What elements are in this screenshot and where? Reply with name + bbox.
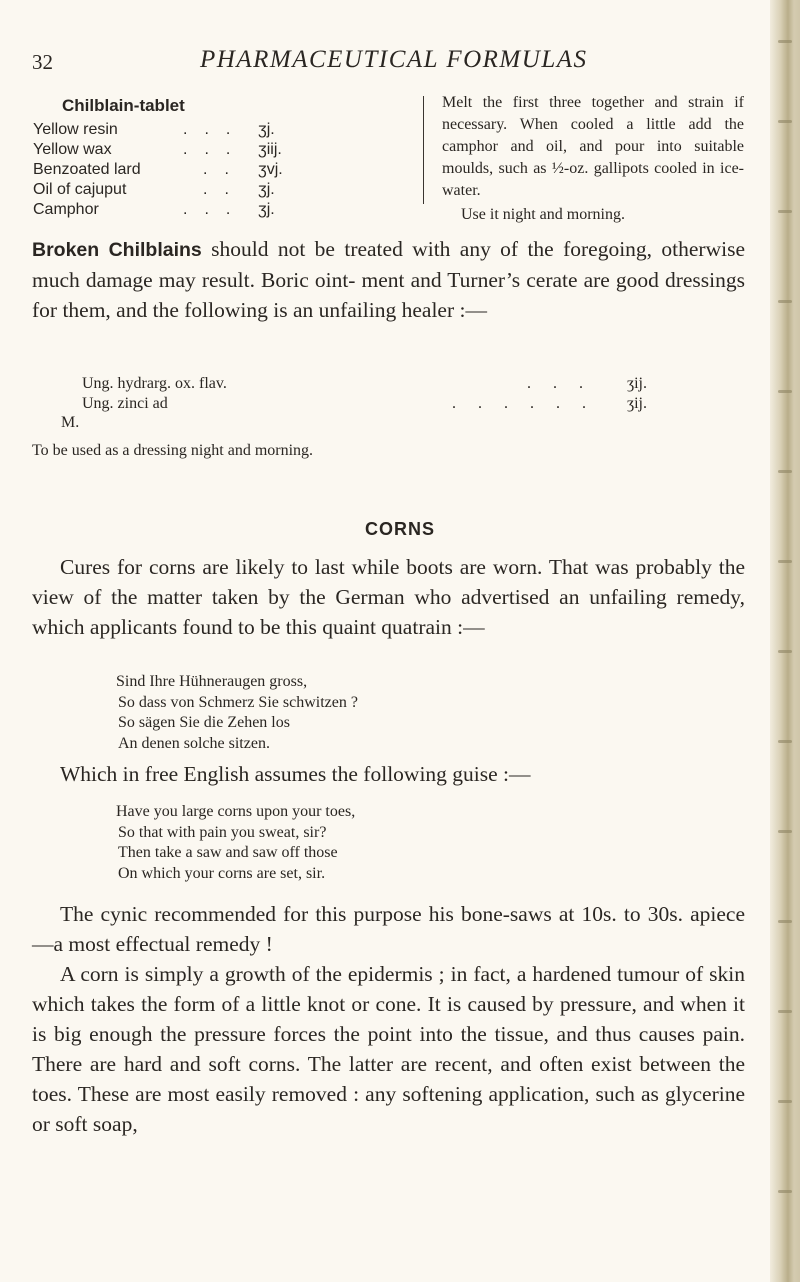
- ingredient-qty: ʒvj.: [258, 161, 283, 178]
- corns-intro-paragraph: Cures for corns are likely to last while boots are worn. That was probably the view of the matter taken by the German who advertised an unfailing remedy, which applicants found to be this quaint quatrain :—: [32, 555, 745, 639]
- poem-line: So sägen Sie die Zehen los: [118, 714, 290, 731]
- poem-line: So dass von Schmerz Sie schwitzen ?: [118, 693, 358, 711]
- ingredient-name: Yellow wax: [33, 141, 112, 158]
- german-quatrain: [116, 672, 358, 754]
- recipe-title: Chilblain-tablet: [62, 96, 185, 115]
- instructions-text: Melt the first three together and strain if necessary. When cooled a little add the camphor and oil, and pour into suitable moulds, such as ½-oz. gallipots cooled in ice-water.: [442, 94, 744, 199]
- prescription-item: Ung. hydrarg. ox. flav.: [82, 375, 227, 392]
- broken-chilblains-paragraph: [32, 234, 745, 325]
- poem-line: Have you large corns upon your toes,: [116, 803, 356, 820]
- ingredient-row: [33, 180, 293, 200]
- page-number: 32: [32, 50, 53, 74]
- ingredient-qty: ʒiij.: [258, 141, 282, 158]
- ingredient-row: [33, 120, 293, 140]
- poem-line: On which your corns are set, sir.: [118, 864, 326, 882]
- leader-dots: ..: [203, 161, 246, 178]
- section-heading: CORNS: [364, 519, 435, 539]
- bone-saws-paragraph: The cynic recommended for this purpose his bone-saws at 10s. to 30s. apiece—a most effectual remedy !: [32, 902, 745, 956]
- ingredient-row: [33, 200, 293, 220]
- ingredient-qty: ʒj.: [258, 121, 275, 138]
- poem-line: So that with pain you sweat, sir?: [118, 823, 327, 841]
- leader-dots: ...: [183, 201, 248, 218]
- poem-line: Then take a saw and saw off those: [118, 844, 338, 861]
- prescription-row: [82, 375, 647, 393]
- ingredient-row: [33, 140, 293, 160]
- usage-text: Use it night and morning.: [461, 206, 625, 223]
- ingredient-row: [33, 160, 293, 180]
- poem-line: Sind Ihre Hühneraugen gross,: [116, 673, 308, 690]
- leader-dots: ..: [203, 181, 246, 198]
- paragraph-text: should not be treated with any of the foregoing, otherwise much damage may result. Boric oint- ment and Turner’s cerate are good dressings for them, and the following is an unfailing healer :—: [32, 237, 745, 322]
- leader-dots: ...: [183, 121, 248, 138]
- ingredient-qty: ʒj.: [258, 201, 275, 218]
- running-title: PHARMACEUTICAL FORMULAS: [200, 46, 588, 73]
- ingredient-qty: ʒj.: [258, 181, 275, 198]
- prescription-item: Ung. zinci ad: [82, 395, 168, 412]
- column-divider: [423, 96, 424, 204]
- lead-phrase: Broken Chilblains: [32, 239, 202, 261]
- corn-definition-paragraph: A corn is simply a growth of the epidermis ; in fact, a hardened tumour of skin which takes the form of a little knot or cone. It is caused by pressure, and when it is big enough the pressure forces the point into the tissue, and thus causes pain. There are hard and soft corns. The latter are recent, and often exist between the toes. These are most easily removed : any softening application, such as glycerine or soft soap,: [32, 962, 745, 1136]
- mix-direction: M.: [61, 414, 80, 431]
- leader-dots: ......: [452, 395, 608, 412]
- ingredient-name: Camphor: [33, 201, 99, 218]
- leader-dots: ...: [183, 141, 248, 158]
- english-quatrain: [116, 802, 355, 884]
- ingredient-name: Yellow resin: [33, 121, 118, 138]
- prescription-row: [82, 395, 647, 413]
- recipe-instructions: [442, 92, 744, 226]
- page-edge-texture: [776, 0, 794, 1282]
- poem-line: An denen solche sitzen.: [118, 734, 270, 752]
- dressing-note: To be used as a dressing night and morning.: [32, 442, 314, 459]
- prescription-qty: ʒij.: [627, 395, 647, 412]
- ingredient-name: Benzoated lard: [33, 161, 141, 178]
- leader-dots: ...: [527, 375, 605, 392]
- ingredient-name: Oil of cajuput: [33, 181, 127, 198]
- page-edge: [770, 0, 800, 1282]
- prescription-qty: ʒij.: [627, 375, 647, 392]
- translation-intro: Which in free English assumes the following guise :—: [60, 762, 531, 786]
